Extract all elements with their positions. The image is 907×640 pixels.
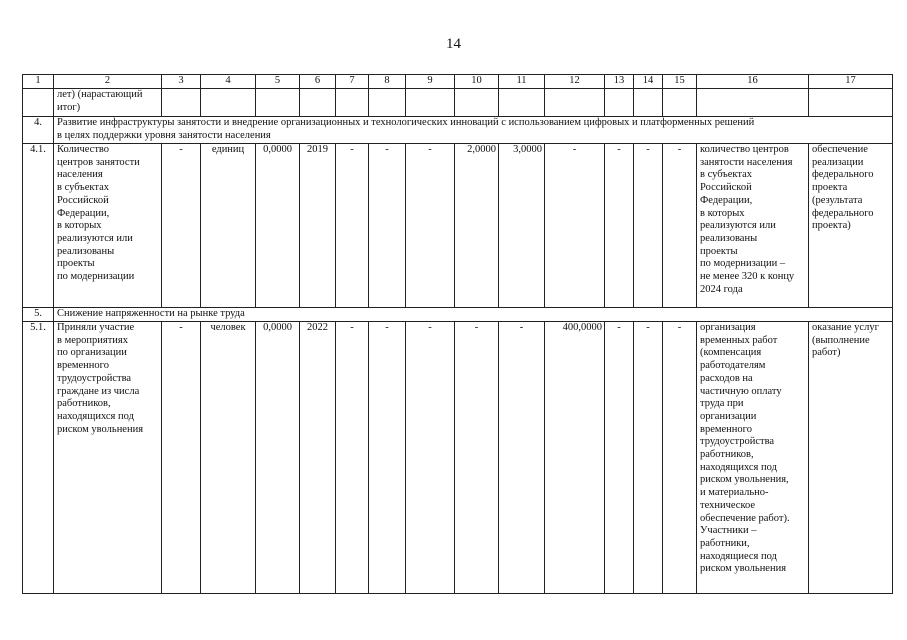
table-cell bbox=[406, 89, 455, 117]
continuation-row bbox=[23, 89, 893, 117]
value-cell: 2,0000 bbox=[455, 144, 499, 308]
table-cell bbox=[300, 89, 336, 117]
row-number: 4.1. bbox=[23, 144, 54, 308]
column-number: 13 bbox=[605, 75, 634, 89]
section-row bbox=[23, 117, 893, 144]
table-cell: - bbox=[634, 322, 663, 594]
column-number: 14 bbox=[634, 75, 663, 89]
value-cell: 3,0000 bbox=[499, 144, 545, 308]
table-cell: - bbox=[663, 144, 697, 308]
table-cell bbox=[162, 89, 201, 117]
table-cell: - bbox=[634, 144, 663, 308]
table-cell: - bbox=[369, 322, 406, 594]
indicator-row bbox=[23, 322, 893, 594]
base-year: 2019 bbox=[300, 144, 336, 308]
result-description: количество центров занятости населения в субъектах Российской Федерации, в которых реализуются или реализованы проекты по модернизации – не менее 320 к концу 2024 года bbox=[697, 144, 809, 308]
table-cell bbox=[336, 89, 369, 117]
section-title: Развитие инфраструктуры занятости и внедрение организационных и технологических инноваций с использованием цифровых и платформенных решений в целях поддержки уровня занятости населения bbox=[54, 117, 893, 144]
result-type: обеспечение реализации федерального проекта (результата федерального проекта) bbox=[809, 144, 893, 308]
table-cell: - bbox=[336, 322, 369, 594]
table-cell: - bbox=[162, 322, 201, 594]
table-cell: - bbox=[406, 144, 455, 308]
table-cell: - bbox=[336, 144, 369, 308]
indicator-name: Количество центров занятости населения в субъектах Российской Федерации, в которых реализуются или реализованы проекты по модернизации bbox=[54, 144, 162, 308]
table-cell bbox=[809, 89, 893, 117]
table-cell: - bbox=[406, 322, 455, 594]
column-number: 2 bbox=[54, 75, 162, 89]
column-number: 3 bbox=[162, 75, 201, 89]
column-number: 16 bbox=[697, 75, 809, 89]
column-number: 4 bbox=[201, 75, 256, 89]
column-number: 10 bbox=[455, 75, 499, 89]
column-number: 9 bbox=[406, 75, 455, 89]
page-number: 14 bbox=[446, 36, 461, 52]
table-cell: - bbox=[545, 144, 605, 308]
result-type: оказание услуг (выполнение работ) bbox=[809, 322, 893, 594]
unit-cell: единиц bbox=[201, 144, 256, 308]
indicator-row bbox=[23, 144, 893, 308]
table-cell bbox=[499, 89, 545, 117]
table-cell bbox=[697, 89, 809, 117]
table-cell: - bbox=[369, 144, 406, 308]
unit-cell: человек bbox=[201, 322, 256, 594]
base-year: 2022 bbox=[300, 322, 336, 594]
base-value: 0,0000 bbox=[256, 144, 300, 308]
table-cell: лет) (нарастающий итог) bbox=[54, 89, 162, 117]
table-cell: - bbox=[162, 144, 201, 308]
column-number: 6 bbox=[300, 75, 336, 89]
table-cell bbox=[23, 89, 54, 117]
column-number: 8 bbox=[369, 75, 406, 89]
table-cell bbox=[634, 89, 663, 117]
table-cell: - bbox=[455, 322, 499, 594]
table-cell: - bbox=[499, 322, 545, 594]
section-row bbox=[23, 308, 893, 322]
table-cell bbox=[455, 89, 499, 117]
table-cell bbox=[369, 89, 406, 117]
column-number: 11 bbox=[499, 75, 545, 89]
base-value: 0,0000 bbox=[256, 322, 300, 594]
table-cell bbox=[256, 89, 300, 117]
indicator-name: Приняли участие в мероприятиях по организации временного трудоустройства граждане из числа работников, находящихся под риском увольнения bbox=[54, 322, 162, 594]
column-number: 17 bbox=[809, 75, 893, 89]
table-cell: - bbox=[663, 322, 697, 594]
section-number: 5. bbox=[23, 308, 54, 322]
table-cell bbox=[545, 89, 605, 117]
section-title: Снижение напряженности на рынке труда bbox=[54, 308, 893, 322]
column-number: 1 bbox=[23, 75, 54, 89]
column-number: 12 bbox=[545, 75, 605, 89]
table-cell bbox=[605, 89, 634, 117]
column-number: 7 bbox=[336, 75, 369, 89]
table-cell: - bbox=[605, 322, 634, 594]
table-cell: - bbox=[605, 144, 634, 308]
section-number: 4. bbox=[23, 117, 54, 144]
result-description: организация временных работ (компенсация работодателям расходов на частичную оплату труда при организации временного трудоустройства работников, находящихся под риском увольнения, и материально- техническое обеспечение работ). Участники – работники, находящиеся под риском увольнения bbox=[697, 322, 809, 594]
column-number: 15 bbox=[663, 75, 697, 89]
table-cell bbox=[201, 89, 256, 117]
column-numbers-row bbox=[23, 75, 893, 89]
column-number: 5 bbox=[256, 75, 300, 89]
table-cell bbox=[663, 89, 697, 117]
indicators-table bbox=[22, 74, 893, 594]
value-cell: 400,0000 bbox=[545, 322, 605, 594]
row-number: 5.1. bbox=[23, 322, 54, 594]
